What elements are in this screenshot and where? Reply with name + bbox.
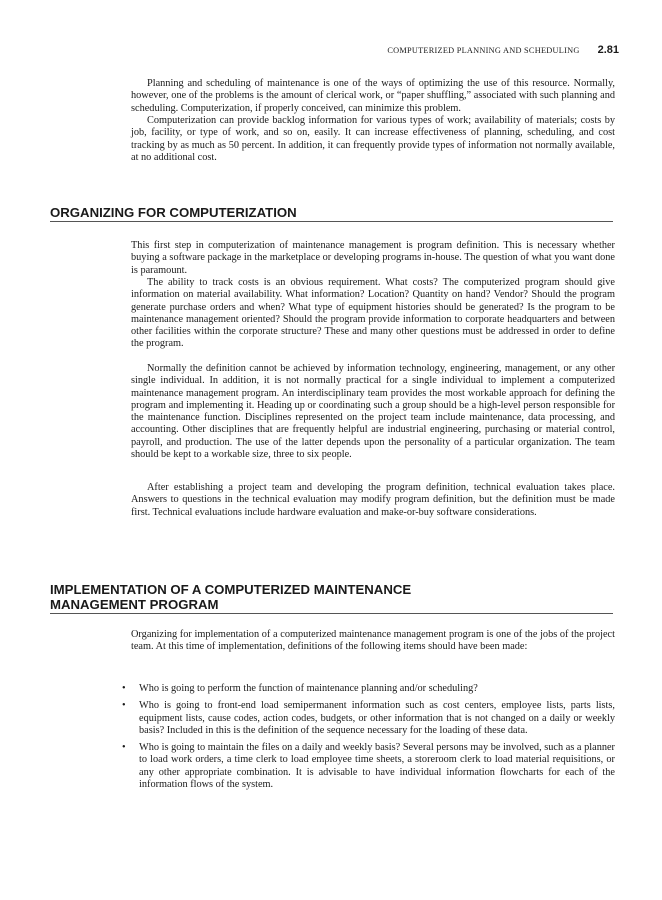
bullet-item	[118, 683, 615, 695]
section1-paragraph-1: This first step in computerization of maintenance management is program definition. This is necessary whether buying a software package in the marketplace or developing programs in-house. The question of what you want done is paramount.	[131, 240, 615, 276]
bullet-list	[118, 683, 615, 796]
bullet-icon: •	[122, 683, 126, 694]
bullet-text: Who is going to front-end load semipermanent information such as cost centers, employee lists, parts lists, equipment lists, cause codes, action codes, budgets, or other information that is not changed on a daily or weekly basis? Included in this is the definition of the sequence necessary for the loading of these data.	[139, 700, 615, 736]
bullet-icon: •	[122, 742, 126, 754]
running-title: COMPUTERIZED PLANNING AND SCHEDULING	[387, 46, 580, 55]
bullet-item	[118, 742, 615, 791]
section-heading-line-2: MANAGEMENT PROGRAM	[50, 597, 219, 613]
bullet-icon: •	[122, 700, 126, 712]
section-heading-implementation	[50, 582, 613, 614]
section-heading-organizing: ORGANIZING FOR COMPUTERIZATION	[50, 205, 613, 222]
intro-paragraph-2: Computerization can provide backlog information for various types of work; availability of materials; costs by job, facility, or type of work, and so on, easily. It can increase effectiveness of planning, scheduling, and cost tracking by as much as 50 percent. In addition, it can frequently provide types of information not normally available, at no additional cost.	[131, 115, 615, 163]
section1-paragraph-2: The ability to track costs is an obvious requirement. What costs? The computerized program should give information on material availability. What information? Location? Quantity on hand? Vendor? Should the program generate purchase orders and when? What type of equipment histories should be generated? Is the program to be maintenance management oriented? Should the program provide information to corporate headquarters and between other facilities within the corporate structure? These and many other questions must be addressed in order to define the program.	[131, 277, 615, 350]
page-number: 2.81	[597, 44, 619, 56]
running-head	[387, 44, 619, 56]
bullet-item	[118, 700, 615, 737]
section1-paragraph-3: Normally the definition cannot be achieved by information technology, engineering, management, or any other single individual. In addition, it is not normally practical for a single individual to implement a computerized maintenance management program. An interdisciplinary team provides the most workable approach for defining the program and implementing it. Heading up or coordinating such a group should be a high-level person responsible for the maintenance function. Disciplines represented on the project team include maintenance, data processing, and accounting. Other disciplines that are frequently helpful are industrial engineering, purchasing or material control, payroll, and production. The use of the latter depends upon the personality of a particular organization. The team should be kept to a workable size, three to six people.	[131, 363, 615, 461]
intro-paragraph-1: Planning and scheduling of maintenance is one of the ways of optimizing the use of this resource. Normally, however, one of the problems is the amount of clerical work, or “paper shuffling,” associated with such planning and scheduling. Computerization, if properly conceived, can minimize this problem.	[131, 78, 615, 114]
section2-paragraph-1: Organizing for implementation of a computerized maintenance management program is one of the jobs of the project team. At this time of implementation, definitions of the following items should have been made:	[131, 629, 615, 653]
section-heading-line-1: IMPLEMENTATION OF A COMPUTERIZED MAINTENANCE	[50, 582, 412, 597]
section1-paragraph-4: After establishing a project team and developing the program definition, technical evaluation takes place. Answers to questions in the technical evaluation may modify program definition, but the definition must be made first. Technical evaluations include hardware evaluation and make-or-buy software considerations.	[131, 482, 615, 518]
bullet-text: Who is going to perform the function of maintenance planning and/or scheduling?	[139, 683, 478, 694]
bullet-text: Who is going to maintain the files on a daily and weekly basis? Several persons may be involved, such as a planner to load work orders, a time clerk to load employee time sheets, a storeroom clerk to load material requisitions, or any other appropriate combination. It is advisable to have individual information flowcharts for each of the information flows of the system.	[139, 742, 615, 791]
